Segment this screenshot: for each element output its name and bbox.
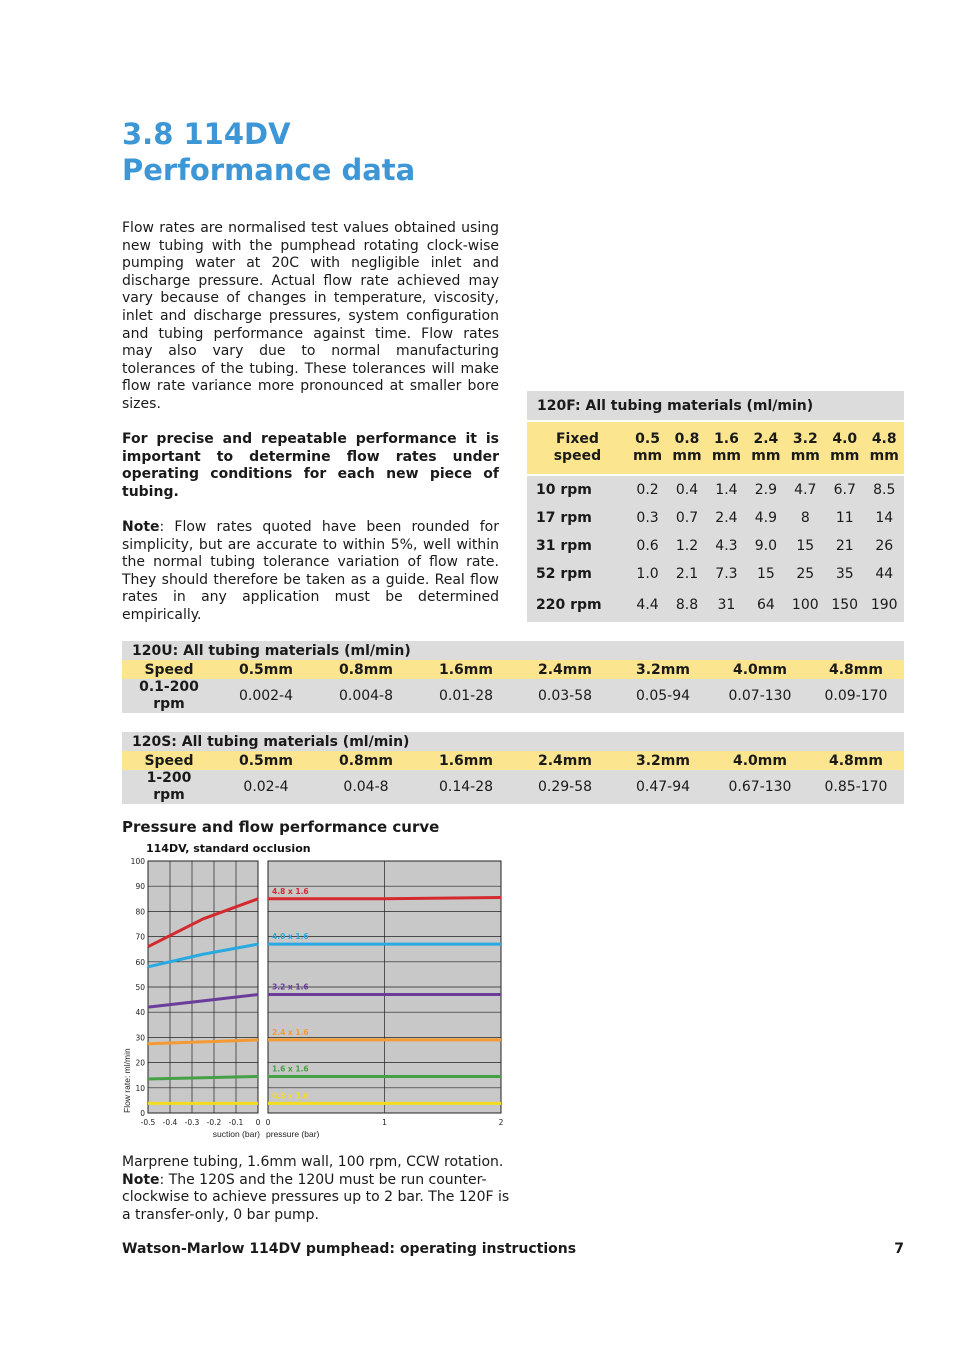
value-cell: 7.3	[707, 560, 746, 588]
header-cell: 3.2mm	[614, 751, 712, 770]
x-tick-label: -0.4	[162, 1118, 178, 1127]
value-cell: 0.85-170	[808, 770, 904, 804]
table-120f-caption: 120F: All tubing materials (ml/min)	[527, 391, 904, 421]
value-cell: 31	[707, 588, 746, 622]
value-cell: 0.04-8	[316, 770, 416, 804]
speed-cell: 10 rpm	[527, 475, 628, 504]
value-cell: 190	[864, 588, 904, 622]
x-tick-label: -0.2	[206, 1118, 222, 1127]
note-label: Note	[122, 519, 160, 535]
header-cell: 0.8mm	[316, 660, 416, 679]
value-cell: 1.2	[667, 532, 706, 560]
value-cell: 100	[786, 588, 825, 622]
value-cell: 1.4	[707, 475, 746, 504]
x-tick-label: 0	[265, 1118, 271, 1127]
x-tick-label: 1	[382, 1118, 387, 1127]
y-tick-label: 40	[135, 1008, 145, 1018]
header-cell: 2.4 mm	[746, 421, 785, 475]
value-cell: 44	[864, 560, 904, 588]
header-cell: 3.2 mm	[786, 421, 825, 475]
value-cell: 14	[864, 504, 904, 532]
table-120s-header	[122, 751, 904, 770]
table-row	[122, 679, 904, 713]
value-cell: 2.1	[667, 560, 706, 588]
value-cell: 0.4	[667, 475, 706, 504]
y-tick-label: 10	[135, 1083, 145, 1093]
table-row	[122, 770, 904, 804]
value-cell: 26	[864, 532, 904, 560]
header-cell: 2.4mm	[516, 751, 614, 770]
value-cell: 0.14-28	[416, 770, 516, 804]
speed-cell: 31 rpm	[527, 532, 628, 560]
value-cell: 0.07-130	[712, 679, 808, 713]
value-cell: 0.004-8	[316, 679, 416, 713]
table-row	[527, 560, 904, 588]
y-axis-label: Flow rate: ml/min	[122, 1048, 132, 1113]
x-tick-label: 0	[255, 1118, 261, 1127]
y-tick-label: 70	[135, 932, 145, 942]
header-cell: 1.6 mm	[707, 421, 746, 475]
speed-cell: 0.1-200 rpm	[122, 679, 216, 713]
header-cell: 0.5 mm	[628, 421, 667, 475]
chart-caption	[122, 1154, 512, 1224]
value-cell: 0.3	[628, 504, 667, 532]
table-120f	[527, 391, 904, 622]
y-tick-label: 100	[130, 857, 145, 866]
table-row	[527, 475, 904, 504]
value-cell: 21	[825, 532, 864, 560]
series-label: 4.0 x 1.6	[272, 932, 309, 942]
table-120f-header	[527, 421, 904, 475]
header-cell: Speed	[122, 751, 216, 770]
header-cell: 3.2mm	[614, 660, 712, 679]
x-axis-label-pressure: pressure (bar)	[266, 1129, 320, 1139]
header-cell: 1.6mm	[416, 660, 516, 679]
y-tick-label: 20	[135, 1058, 145, 1068]
table-120u-header	[122, 660, 904, 679]
speed-cell: 220 rpm	[527, 588, 628, 622]
precision-paragraph: For precise and repeatable performance it is important to determine flow rates under operating conditions for each new piece of tubing.	[122, 431, 499, 500]
header-cell: 4.0mm	[712, 751, 808, 770]
value-cell: 0.47-94	[614, 770, 712, 804]
chart-title: 114DV, standard occlusion	[146, 842, 311, 855]
y-tick-label: 30	[135, 1033, 145, 1043]
page-title	[122, 116, 415, 188]
header-cell: 1.6mm	[416, 751, 516, 770]
speed-cell: 52 rpm	[527, 560, 628, 588]
speed-cell: 17 rpm	[527, 504, 628, 532]
note-text: : Flow rates quoted have been rounded for simplicity, but are accurate to within 5%, well within the normal tubing tolerance variation of flow rate. They should therefore be taken as a guide. Real flow rates in any application must be determined empirically.	[122, 519, 499, 623]
caption-text: Marprene tubing, 1.6mm wall, 100 rpm, CCW rotation.	[122, 1154, 504, 1170]
page-number: 7	[894, 1241, 904, 1257]
value-cell: 0.01-28	[416, 679, 516, 713]
header-cell: 4.8mm	[808, 751, 904, 770]
value-cell: 11	[825, 504, 864, 532]
intro-paragraph: Flow rates are normalised test values obtained using new tubing with the pumphead rotating clock-wise pumping water at 20C with negligible inlet and discharge pressure. Actual flow rate achieved may vary because of changes in temperature, viscosity, inlet and discharge pressures, system configuration and tubing performance against time. Flow rates may also vary due to normal manufacturing tolerances of the tubing. These tolerances will make flow rate variance more pronounced at smaller bore sizes.	[122, 220, 499, 412]
value-cell: 2.9	[746, 475, 785, 504]
table-120u	[122, 641, 904, 713]
value-cell: 1.0	[628, 560, 667, 588]
value-cell: 4.7	[786, 475, 825, 504]
y-tick-label: 90	[135, 882, 145, 892]
header-cell: 4.0 mm	[825, 421, 864, 475]
table-120s-caption: 120S: All tubing materials (ml/min)	[122, 732, 904, 751]
footer-title: Watson-Marlow 114DV pumphead: operating instructions	[122, 1241, 577, 1257]
value-cell: 6.7	[825, 475, 864, 504]
y-tick-label: 0	[140, 1109, 145, 1118]
value-cell: 15	[746, 560, 785, 588]
x-tick-label: 2	[498, 1118, 504, 1127]
value-cell: 4.4	[628, 588, 667, 622]
series-label: 4.8 x 1.6	[272, 886, 309, 896]
value-cell: 15	[786, 532, 825, 560]
value-cell: 0.002-4	[216, 679, 316, 713]
value-cell: 0.6	[628, 532, 667, 560]
value-cell: 4.9	[746, 504, 785, 532]
value-cell: 8	[786, 504, 825, 532]
x-tick-label: -0.3	[184, 1118, 200, 1127]
y-tick-label: 80	[135, 907, 145, 917]
title-line-1: 3.8 114DV	[122, 117, 291, 151]
chart-section-title: Pressure and flow performance curve	[122, 818, 440, 836]
series-label: 0.8 x 1.6	[272, 1091, 309, 1101]
header-cell: 4.0mm	[712, 660, 808, 679]
value-cell: 0.29-58	[516, 770, 614, 804]
value-cell: 0.2	[628, 475, 667, 504]
value-cell: 25	[786, 560, 825, 588]
value-cell: 35	[825, 560, 864, 588]
value-cell: 4.3	[707, 532, 746, 560]
value-cell: 150	[825, 588, 864, 622]
table-row	[527, 588, 904, 622]
note-paragraph	[122, 519, 499, 625]
x-tick-label: -0.1	[228, 1118, 244, 1127]
x-tick-label: -0.5	[140, 1118, 156, 1127]
value-cell: 0.7	[667, 504, 706, 532]
value-cell: 64	[746, 588, 785, 622]
value-cell: 0.03-58	[516, 679, 614, 713]
header-cell: 0.5mm	[216, 660, 316, 679]
table-120u-caption: 120U: All tubing materials (ml/min)	[122, 641, 904, 660]
caption-note-text: : The 120S and the 120U must be run counter-clockwise to achieve pressures up to 2 bar. The 120F is a transfer-only, 0 bar pump.	[122, 1171, 510, 1223]
title-line-2: Performance data	[122, 153, 416, 187]
header-cell: 4.8 mm	[864, 421, 904, 475]
value-cell: 0.05-94	[614, 679, 712, 713]
header-cell: Fixed speed	[527, 421, 628, 475]
series-line-pressure	[268, 898, 501, 899]
header-cell: 4.8mm	[808, 660, 904, 679]
header-cell: 0.8mm	[316, 751, 416, 770]
page-footer	[122, 1241, 904, 1257]
caption-note-label: Note	[122, 1171, 160, 1188]
pressure-flow-chart	[118, 838, 513, 1143]
value-cell: 0.09-170	[808, 679, 904, 713]
header-cell: Speed	[122, 660, 216, 679]
header-cell: 2.4mm	[516, 660, 614, 679]
header-cell: 0.5mm	[216, 751, 316, 770]
y-tick-label: 60	[135, 957, 145, 967]
series-label: 1.6 x 1.6	[272, 1064, 309, 1074]
series-label: 2.4 x 1.6	[272, 1027, 309, 1037]
table-row	[527, 532, 904, 560]
value-cell: 0.67-130	[712, 770, 808, 804]
x-axis-label-suction: suction (bar)	[212, 1129, 260, 1139]
value-cell: 0.02-4	[216, 770, 316, 804]
value-cell: 2.4	[707, 504, 746, 532]
header-cell: 0.8 mm	[667, 421, 706, 475]
table-row	[527, 504, 904, 532]
table-120s	[122, 732, 904, 804]
series-label: 3.2 x 1.6	[272, 982, 309, 992]
speed-cell: 1-200 rpm	[122, 770, 216, 804]
value-cell: 8.8	[667, 588, 706, 622]
value-cell: 9.0	[746, 532, 785, 560]
value-cell: 8.5	[864, 475, 904, 504]
y-tick-label: 50	[135, 983, 145, 992]
